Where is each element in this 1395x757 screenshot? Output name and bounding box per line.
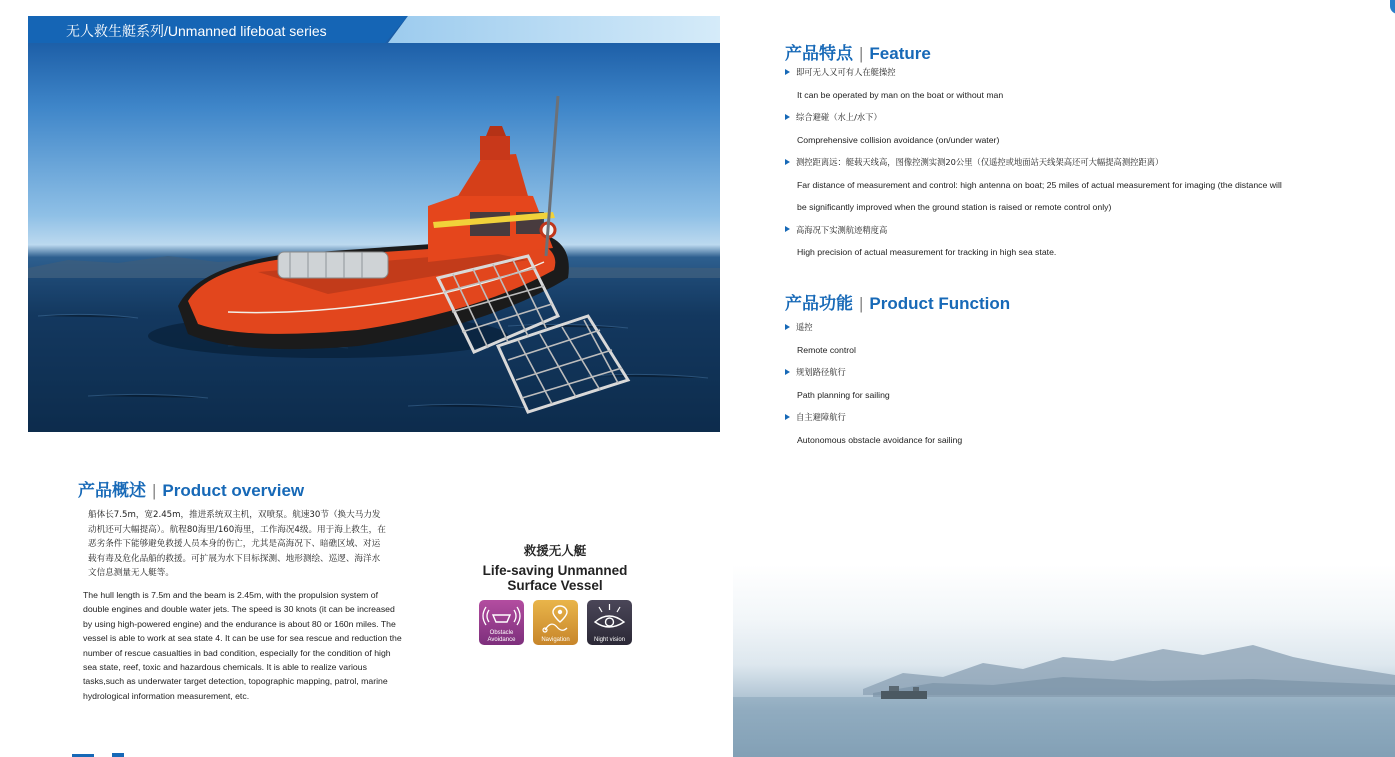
bullet-triangle-icon (785, 414, 790, 420)
feature-list (785, 61, 1385, 264)
overview-text-en: The hull length is 7.5m and the beam is 2.45m, with the propulsion system of double engines and double water jets. The speed is 30 knots (it can be increased by using high-powered engine) and the endurance is about 80 or 160n miles. The vessel is able to work at sea state 4. It can be use for sea rescue and reduction the number of rescue casualties in bad condition, especially for the condition of high sea state, reef, toxic and hazardous chemicals. It is able to realize various tasks,such as underwater target detection, topographic mapping, patrol, marine hydrological information measurement, etc. (83, 590, 402, 701)
series-banner-text: 无人救生艇系列/Unmanned lifeboat series (66, 23, 327, 39)
feature-item-4-cn-text: 高海况下实测航迹精度高 (796, 224, 888, 235)
overview-title-cn: 产品概述 (78, 481, 146, 500)
feature-item-1-en: It can be operated by man on the boat or without man (797, 89, 1004, 100)
vessel-name-en-line2: Surface Vessel (507, 578, 603, 593)
right-page (733, 0, 1395, 757)
feature-item-2-cn-text: 综合避碰（水上/水下） (796, 112, 882, 122)
feature-item-1-cn (785, 61, 1385, 84)
vessel-name-cn: 救援无人艇 (523, 544, 587, 558)
bullet-triangle-icon (785, 114, 790, 120)
feature-item-3-cn-text: 测控距离远：艇载天线高，图像控测实测20公里（仅遥控或地面站天线架高还可大幅提高测控距离） (796, 157, 1164, 167)
series-banner (28, 16, 720, 43)
title-separator: | (152, 481, 157, 500)
bullet-triangle-icon (785, 324, 790, 330)
navigation-tile (533, 600, 578, 645)
overview-title-en: Product overview (162, 481, 305, 500)
product-function-title (785, 289, 1010, 314)
function-item-3-en: Autonomous obstacle avoidance for sailing (797, 434, 963, 445)
function-title-en: Product Function (869, 294, 1011, 313)
obstacle-label-line2: Avoidance (487, 636, 516, 643)
feature-item-2-en: Comprehensive collision avoidance (on/under water) (797, 134, 1000, 145)
obstacle-avoidance-tile (479, 600, 524, 645)
night-vision-tile (587, 600, 632, 645)
banner-light-segment (388, 16, 720, 43)
feature-item-4-en: High precision of actual measurement for tracking in high sea state. (797, 247, 1057, 257)
obstacle-avoidance-label (479, 630, 524, 643)
feature-item-3-cn (785, 151, 1385, 174)
vessel-name-en-line1: Life-saving Unmanned (482, 563, 628, 578)
feature-title-cn: 产品特点 (785, 44, 853, 63)
night-vision-label (587, 637, 632, 644)
function-item-1-en: Remote control (797, 344, 856, 355)
obstacle-label-line1: Obstacle (489, 630, 514, 636)
lifeboat-photo (28, 16, 720, 432)
function-title-cn: 产品功能 (785, 294, 853, 313)
navigation-label-line1: Navigation (541, 636, 570, 643)
function-list (785, 316, 1385, 451)
bullet-triangle-icon (785, 226, 790, 232)
bullet-triangle-icon (785, 159, 790, 165)
sea-photo (733, 565, 1395, 757)
next-page-title-fragment (72, 751, 132, 757)
feature-item-2-cn (785, 106, 1385, 129)
feature-item-4-cn (785, 219, 1385, 242)
title-separator: | (859, 44, 864, 63)
bullet-triangle-icon (785, 69, 790, 75)
function-item-3-cn-text: 自主避障航行 (796, 412, 846, 422)
navigation-label (533, 637, 578, 644)
function-item-1-cn (785, 316, 1385, 339)
vessel-name (470, 541, 640, 593)
capability-icons (479, 600, 639, 646)
feature-item-3-en-line2: be significantly improved when the ground station is raised or remote control only) (797, 202, 1112, 212)
sea-landscape-illustration (733, 565, 1395, 757)
lifeboat-illustration (28, 16, 720, 432)
feature-item-1-cn-text: 即可无人又可有人在艇操控 (796, 67, 896, 77)
function-item-2-cn (785, 361, 1385, 384)
function-item-2-cn-text: 规划路径航行 (796, 367, 846, 377)
feature-title-en: Feature (869, 44, 931, 63)
feature-item-3-en-line1: Far distance of measurement and control: high antenna on boat; 25 miles of actual measurement for imaging (the distance will (797, 179, 1282, 190)
overview-text-cn: 船体长7.5m，宽2.45m，推进系统双主机，双喷泵。航速30节（换大马力发动机还可大幅提高）。航程80海里/160海里，工作海况4级。用于海上救生，在恶劣条件下能够避免救援人员本身的伤亡，尤其是高海况下、暗礁区域、对运载有毒及危化品船的救援。可扩展为水下目标探测、地形测绘、巡逻、海洋水文信息测量无人艇等。 (88, 510, 386, 579)
product-overview-title (78, 476, 304, 501)
function-item-2-en: Path planning for sailing (797, 389, 890, 400)
title-separator: | (859, 294, 864, 313)
function-item-1-cn-text: 遥控 (796, 322, 813, 332)
night-vision-label-line1: Night vision (593, 636, 625, 643)
bullet-triangle-icon (785, 369, 790, 375)
function-item-3-cn (785, 406, 1385, 429)
